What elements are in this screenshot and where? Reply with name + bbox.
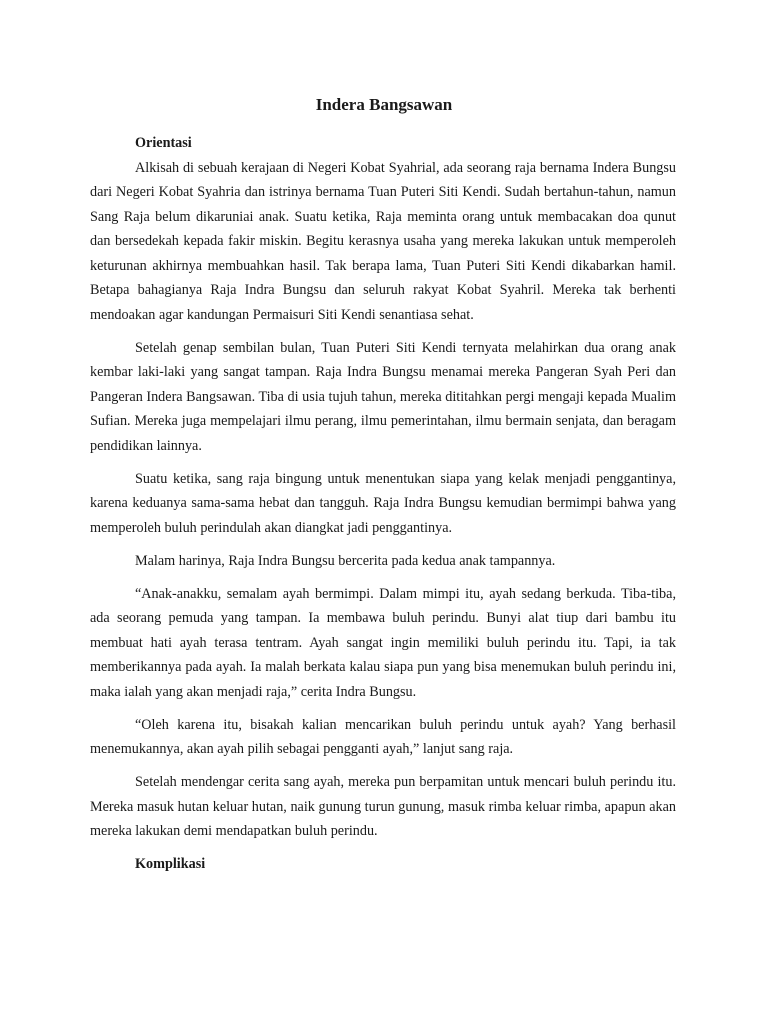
paragraph: Malam harinya, Raja Indra Bungsu bercerita pada kedua anak tampannya. bbox=[135, 552, 556, 569]
paragraph: Setelah mendengar cerita sang ayah, mereka pun berpamitan untuk mencari buluh perindu itu. Mereka masuk hutan keluar hutan, naik gunung turun gunung, masuk rimba keluar rimba, apapun akan mereka lakukan demi mendapatkan buluh perindu. bbox=[90, 774, 676, 839]
paragraph: “Oleh karena itu, bisakah kalian mencarikan buluh perindu untuk ayah? Yang berhasil menemukannya, akan ayah pilih sebagai pengganti ayah,” lanjut sang raja. bbox=[90, 716, 676, 757]
paragraph: Alkisah di sebuah kerajaan di Negeri Kobat Syahrial, ada seorang raja bernama Indera Bungsu dari Negeri Kobat Syahria dan istrinya bernama Tuan Puteri Siti Kendi. Sudah bertahun-tahun, namun Sang Raja belum dikaruniai anak. Suatu ketika, Raja meminta orang untuk membacakan doa qunut dan bersedekah kepada fakir miskin. Begitu kerasnya usaha yang mereka lakukan untuk memperoleh keturunan akhirnya membuahkan hasil. Tak berapa lama, Tuan Puteri Siti Kendi dikabarkan hamil. Betapa bahagianya Raja Indra Bungsu dan seluruh rakyat Kobat Syahril. Mereka tak berhenti mendoakan agar kandungan Permaisuri Siti Kendi senantiasa sehat. bbox=[90, 159, 676, 323]
paragraph: “Anak-anakku, semalam ayah bermimpi. Dalam mimpi itu, ayah sedang berkuda. Tiba-tiba, ada seorang pemuda yang tampan. Ia membawa buluh perindu. Bunyi alat tiup dari bambu itu membuat hati ayah terasa tentram. Ayah sangat ingin memiliki buluh perindu itu. Tapi, ia tak memberikannya pada ayah. Ia malah berkata kalau siapa pun yang bisa menemukan buluh perindu ini, maka ialah yang akan menjadi raja,” cerita Indra Bungsu. bbox=[90, 585, 676, 700]
paragraph: Setelah genap sembilan bulan, Tuan Puteri Siti Kendi ternyata melahirkan dua orang anak kembar laki-laki yang sangat tampan. Raja Indra Bungsu menamai mereka Pangeran Syah Peri dan Pangeran Indera Bangsawan. Tiba di usia tujuh tahun, mereka dititahkan pergi mengaji kepada Mualim Sufian. Mereka juga mempelajari ilmu perang, ilmu pemerintahan, ilmu bermain senjata, dan beragam pendidikan lainnya. bbox=[90, 339, 676, 454]
paragraph: Suatu ketika, sang raja bingung untuk menentukan siapa yang kelak menjadi penggantinya, karena keduanya sama-sama hebat dan tangguh. Raja Indra Bungsu kemudian bermimpi bahwa yang memperoleh buluh perindulah akan diangkat jadi penggantinya. bbox=[90, 470, 676, 536]
document-body bbox=[90, 131, 676, 877]
document-title: Indera Bangsawan bbox=[315, 95, 453, 114]
section-heading-komplikasi: Komplikasi bbox=[135, 856, 206, 872]
section-heading-orientasi: Orientasi bbox=[135, 135, 192, 151]
